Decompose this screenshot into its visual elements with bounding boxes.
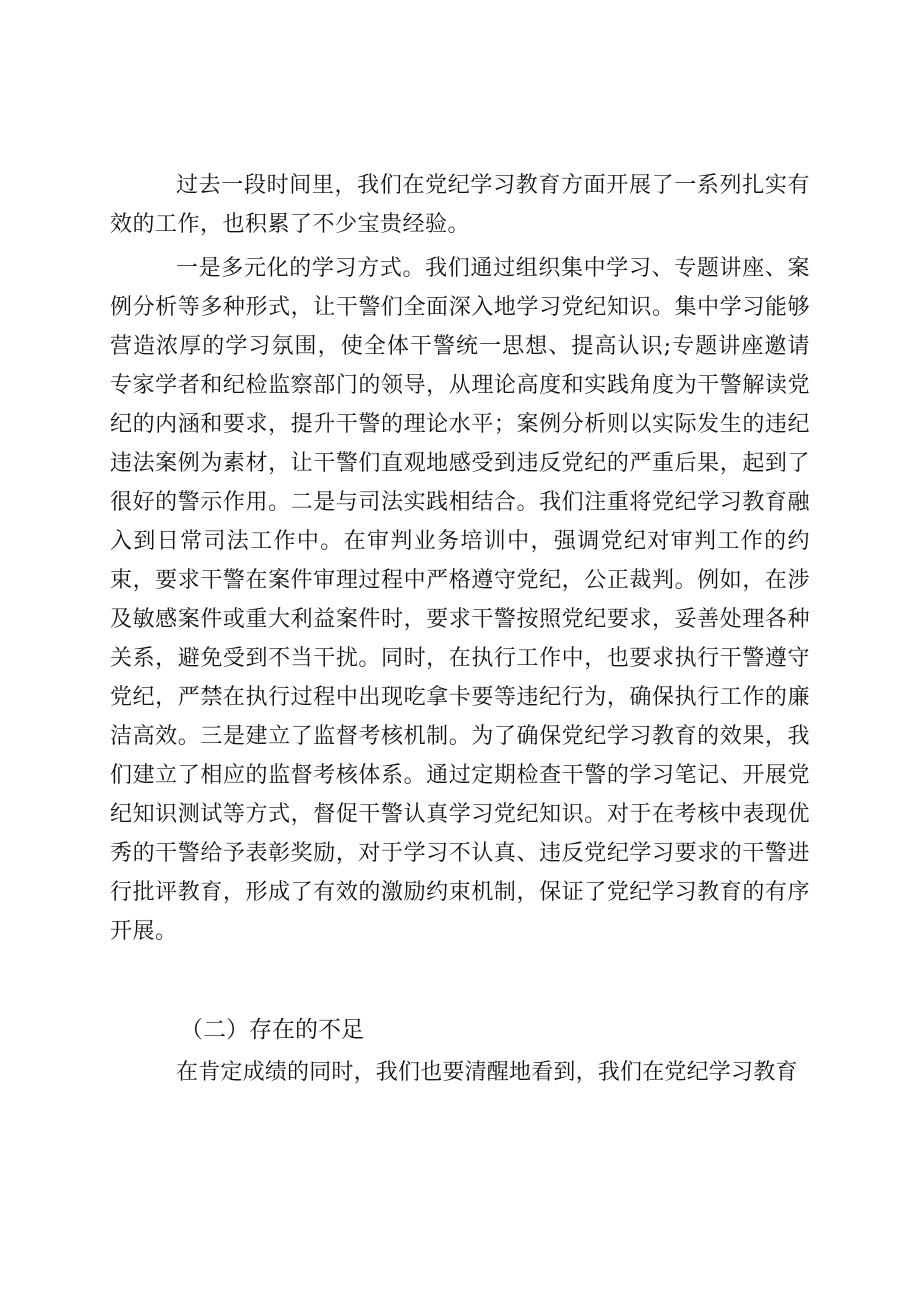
paragraph-shortcomings-intro: 在肯定成绩的同时，我们也要清醒地看到，我们在党纪学习教育: [176, 1060, 798, 1085]
paragraph-experience-details: 一是多元化的学习方式。我们通过组织集中学习、专题讲座、案例分析等多种形式，让干警们全面深入地学习党纪知识。集中学习能够营造浓厚的学习氛围，使全体干警统一思想、提高认识;专题讲座邀请专家学者和纪检监察部门的领导，从理论高度和实践角度为干警解读党纪的内涵和要求，提升干警的理论水平；案例分析则以实际发生的违纪违法案例为素材，让干警们直观地感受到违反党纪的严重后果，起到了很好的警示作用。二是与司法实践相结合。我们注重将党纪学习教育融入到日常司法工作中。在审判业务培训中，强调党纪对审判工作的约束，要求干警在案件审理过程中严格遵守党纪，公正裁判。例如，在涉及敏感案件或重大利益案件时，要求干警按照党纪要求，妥善处理各种关系，避免受到不当干扰。同时，在执行工作中，也要求执行干警遵守党纪，严禁在执行过程中出现吃拿卡要等违纪行为，确保执行工作的廉洁高效。三是建立了监督考核机制。为了确保党纪学习教育的效果，我们建立了相应的监督考核体系。通过定期检查干警的学习笔记、开展党纪知识测试等方式，督促干警认真学习党纪知识。对于在考核中表现优秀的干警给予表彰奖励，对于学习不认真、违反党纪学习要求的干警进行批评教育，形成了有效的激励约束机制，保证了党纪学习教育的有序开展。: [110, 256, 810, 944]
section-heading-shortcomings: （二）存在的不足: [180, 1017, 364, 1043]
paragraph-past-work: 过去一段时间里，我们在党纪学习教育方面开展了一系列扎实有效的工作，也积累了不少宝贵经验。: [110, 173, 810, 237]
